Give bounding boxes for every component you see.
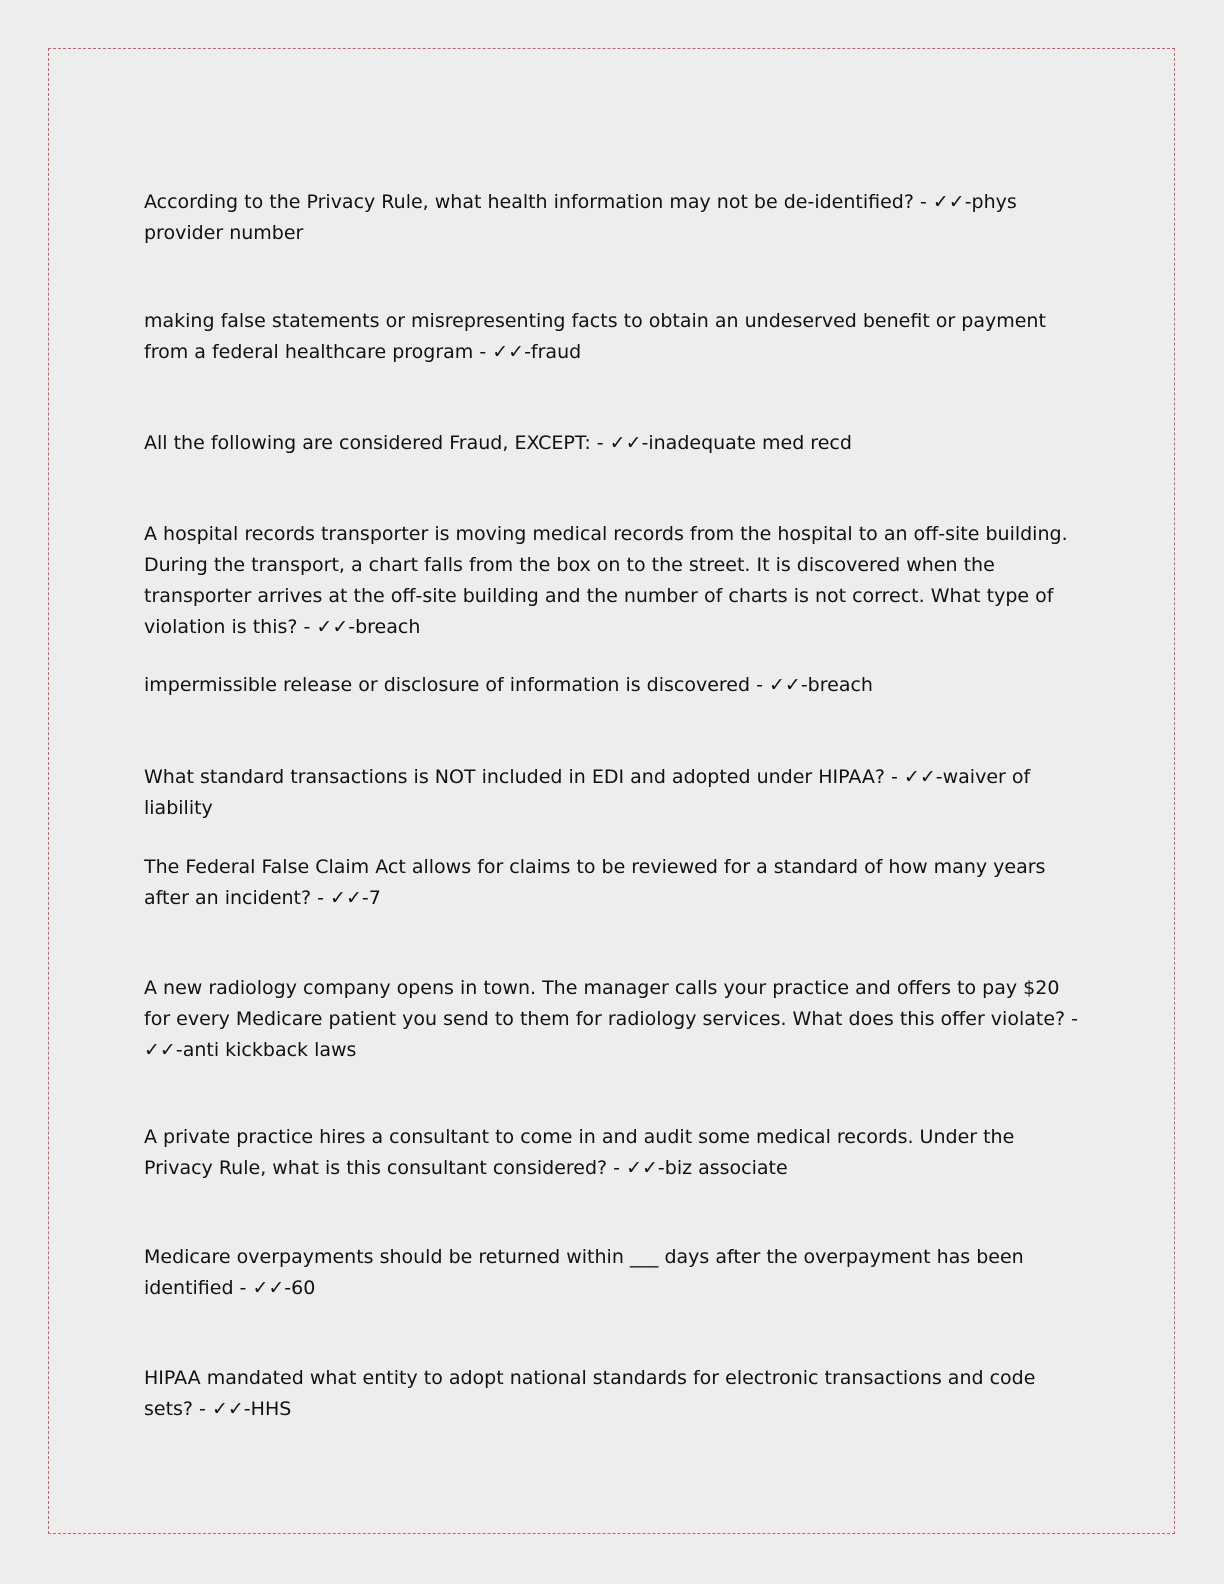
qa-item: Medicare overpayments should be returned within ___ days after the overpayment has been identified - ✓✓-60 — [144, 1246, 1024, 1299]
qa-item: impermissible release or disclosure of information is discovered - ✓✓-breach — [144, 674, 873, 696]
qa-item: making false statements or misrepresenting facts to obtain an undeserved benefit or payment from a federal healthcare program - ✓✓-fraud — [144, 310, 1046, 363]
qa-item: The Federal False Claim Act allows for claims to be reviewed for a standard of how many years after an incident? - ✓✓-7 — [144, 856, 1046, 909]
qa-item: All the following are considered Fraud, EXCEPT: - ✓✓-inadequate med recd — [144, 432, 852, 454]
qa-item: What standard transactions is NOT included in EDI and adopted under HIPAA? - ✓✓-waiver of liability — [144, 766, 1031, 819]
qa-item: HIPAA mandated what entity to adopt national standards for electronic transactions and code sets? - ✓✓-HHS — [144, 1367, 1036, 1420]
qa-item: According to the Privacy Rule, what health information may not be de-identified? - ✓✓-phys provider number — [144, 191, 1017, 244]
qa-item: A new radiology company opens in town. The manager calls your practice and offers to pay $20 for every Medicare patient you send to them for radiology services. What does this offer violate? - ✓✓-anti kickback laws — [144, 977, 1078, 1061]
qa-item: A hospital records transporter is moving medical records from the hospital to an off-site building. During the transport, a chart falls from the box on to the street. It is discovered when the transporter arrives at the off-site building and the number of charts is not correct. What type of violation is this? - ✓✓-breach — [144, 523, 1068, 638]
qa-item: A private practice hires a consultant to come in and audit some medical records. Under the Privacy Rule, what is this consultant considered? - ✓✓-biz associate — [144, 1126, 1015, 1179]
